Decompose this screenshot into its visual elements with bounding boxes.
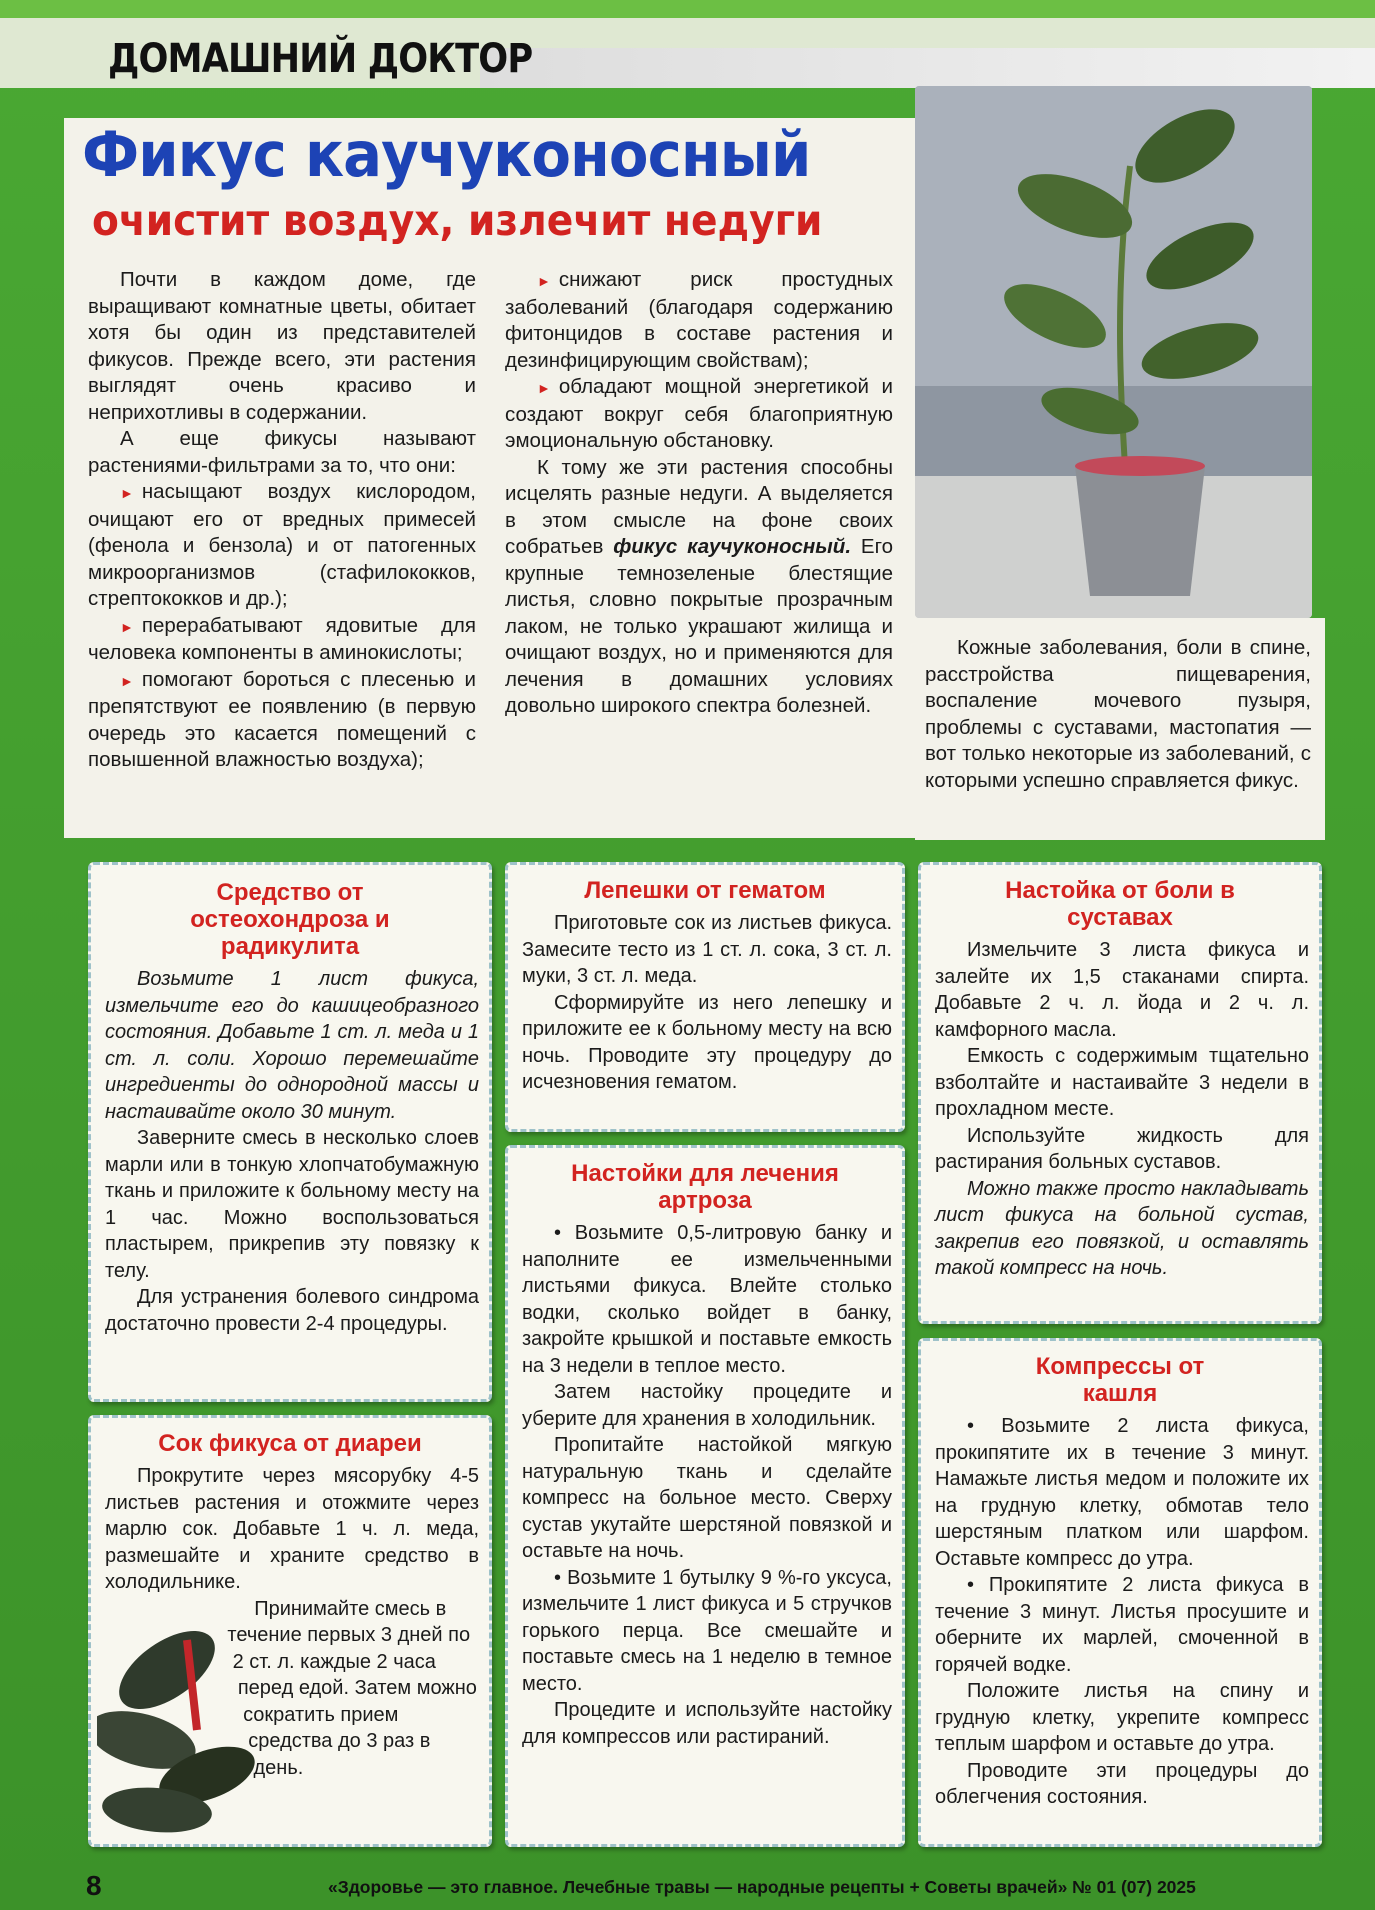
box-title: Настойка от боли в суставах — [1005, 877, 1235, 931]
box-text: Приготовьте сок из листьев фикуса. Замесите тесто из 1 ст. л. сока, 3 ст. л. муки, 3 ст. л. меда. Сформируйте из него лепешку и приложите ее к больному месту на всю ночь. Проводите эту процедуру до исчезновения гематом. — [522, 912, 892, 1093]
box-title: Средство от остеохондроза и радикулита — [190, 879, 390, 960]
ficus-photo — [915, 86, 1312, 618]
remedy-box-cough — [918, 1338, 1322, 1847]
remedy-box-hematoma — [505, 862, 905, 1132]
box-text: Измельчите 3 листа фикуса и залейте их 1,5 стаканами спирта. Добавьте 2 ч. л. йода и 2 ч. л. камфорного масла. Емкость с содержимым тщательно взболтайте и настаивайте 3 недели в прохладном месте. Используйте жидкость для растирания больных суставов. Можно также просто накладывать лист фикуса на больной сустав, закрепив его повязкой, и оставлять такой компресс на ночь. — [935, 939, 1309, 1279]
bullet-arrow-icon: ► — [537, 273, 551, 289]
box-title: Настойки для лечения артроза — [571, 1160, 839, 1214]
article-subtitle: очистит воздух, излечит недуги — [92, 196, 823, 246]
bullet-arrow-icon: ► — [537, 380, 551, 396]
box-title: Лепешки от гематом — [584, 877, 826, 904]
box-title: Сок фикуса от диареи — [158, 1430, 422, 1457]
list-item: ► перерабатывают ядовитые для человека компоненты в аминокислоты; — [88, 613, 476, 664]
paragraph: А еще фикусы называют растениями-фильтрами за то, что они: — [88, 427, 476, 477]
paragraph: Почти в каждом доме, где выращивают комнатные цветы, обитает хотя бы один из представителей фикусов. Прежде всего, эти растения выглядят очень красиво и неприхотливы в содержании. — [88, 268, 476, 424]
bullet-arrow-icon: ► — [120, 618, 134, 635]
box-text: • Возьмите 0,5-литровую банку и наполните ее измельченными листьями фикуса. Влейте столько водки, сколько войдет в банку, закройте крышкой и поставьте емкость на 3 недели в теплое место. Затем настойку процедите и уберите для хранения в холодильник. Пропитайте настойкой мягкую натуральную ткань и сделайте компресс на больное место. Сверху сустав укутайте шерстяной повязкой и оставьте на ночь. • Возьмите 1 бутылку 9 %-го уксуса, измельчите 1 лист фикуса и 5 стручков горького перца. Все смешайте и поставьте смесь на 1 неделю в темное место. Процедите и используйте настойку для компрессов или растираний. — [522, 1222, 892, 1748]
article-column-2 — [505, 267, 893, 720]
box-title: Компрессы от кашля — [1035, 1353, 1205, 1407]
page-number: 8 — [86, 1870, 102, 1901]
section-label: ДОМАШНИЙ ДОКТОР — [108, 36, 533, 82]
header-green-stripe — [0, 0, 1375, 18]
list-item: ► насыщают воздух кислородом, очищают его от вредных примесей (фенола и бензола) и от патогенных микроорганизмов (стафилококков, стрептококков и др.); — [88, 480, 476, 610]
remedy-box-joints — [918, 862, 1322, 1324]
header-grey-band — [480, 48, 1375, 88]
list-item: ► обладают мощной энергетикой и создают вокруг себя благоприятную эмоциональную обстановку. — [505, 375, 893, 452]
box-text: • Возьмите 2 листа фикуса, прокипятите их в течение 3 минут. Намажьте листья медом и положите их на грудную клетку, обмотав тело шерстяным платком или шарфом. Оставьте компресс до утра. • Прокипятите 2 листа фикуса в течение 3 минут. Листья просушите и оберните их марлей, смоченной в горячей водке. Положите листья на спину и грудную клетку, укрепите компресс теплым шарфом и оставьте до утра. Проводите эти процедуры до облегчения состояния. — [935, 1415, 1309, 1808]
bullet-arrow-icon: ► — [120, 485, 134, 501]
article-column-1 — [88, 267, 476, 774]
box-text: Возьмите 1 лист фикуса, измельчите его до кашицеобразного состояния. Добавьте 1 ст. л. меда и 1 ст. л. соли. Хорошо перемешайте ингредиенты до однородной массы и настаивайте около 30 минут. Заверните смесь в несколько слоев марли или в тонкую хлопчатобумажную ткань и приложите к больному месту на 1 час. Можно воспользоваться пластырем, прикрепив эту повязку к телу. Для устранения болевого синдрома достаточно провести 2-4 процедуры. — [105, 968, 479, 1335]
remedy-box-osteochondrosis — [88, 862, 492, 1402]
paragraph: Кожные заболевания, боли в спине, расстройства пищеварения, воспаление мочевого пузыря, проблемы с суставами, мастопатия — вот только некоторые из заболеваний, с которыми успешно справляется фикус. — [925, 636, 1311, 792]
list-item: ► снижают риск простудных заболеваний (благодаря содержанию фитонцидов в составе растения и дезинфицирующим свойствам); — [505, 268, 893, 372]
list-item: ► помогают бороться с плесенью и препятствуют ее появлению (в первую очередь это касается помещений с повышенной влажностью воздуха); — [88, 667, 476, 771]
publication-credit: «Здоровье — это главное. Лечебные травы — народные рецепты + Советы врачей» № 01 (07) 2025 — [328, 1877, 1196, 1897]
article-column-3 — [925, 635, 1311, 794]
bullet-arrow-icon: ► — [120, 672, 134, 689]
remedy-box-diarrhea — [88, 1415, 492, 1847]
article-title: Фикус каучуконосный — [82, 118, 811, 191]
box-text: Прокрутите через мясорубку 4-5 листьев растения и отожмите через марлю сок. Добавьте 1 ч. л. меда, размешайте и храните средство в холодильнике. Принимайте смесь в течение первых 3 дней по 2 ст. л. каждые 2 часа перед едой. Затем можно сократить прием средства до 3 раз в день. — [91, 1463, 489, 1781]
paragraph: К тому же эти растения способны исцелять разные недуги. А выделяется в этом смысле на фоне своих собратьев фикус каучуконосный. Его крупные темнозеленые блестящие листья, словно покрытые прозрачным лаком, не только украшают жилища и очищают воздух, но и применяются для лечения в домашних условиях довольно широкого спектра болезней. — [505, 455, 893, 717]
remedy-box-arthrosis — [505, 1145, 905, 1847]
